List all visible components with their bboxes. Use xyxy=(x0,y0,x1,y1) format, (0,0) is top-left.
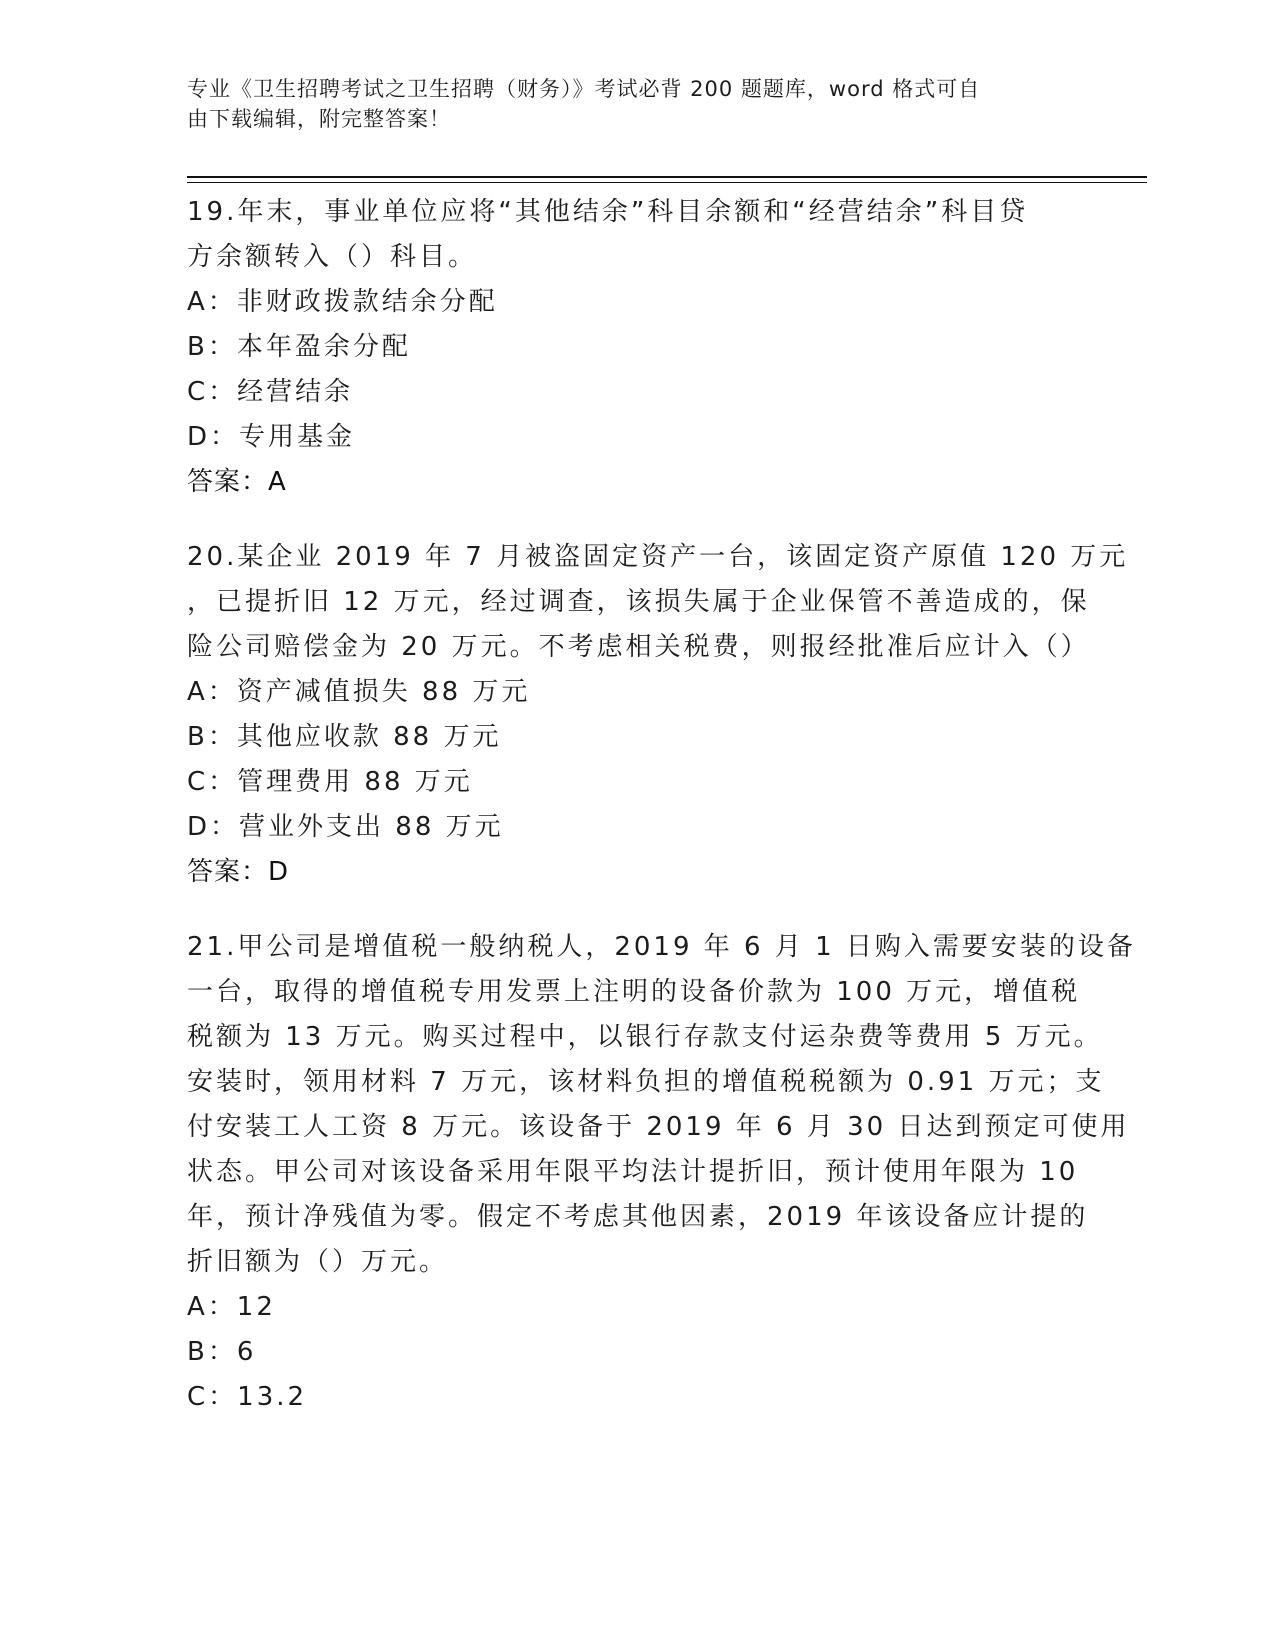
question-20 xyxy=(187,535,1129,895)
option-b: B：6 xyxy=(187,1337,257,1367)
question-stem-line: 安装时，领用材料 7 万元，该材料负担的增值税税额为 0.91 万元；支 xyxy=(187,1067,1105,1097)
option-a: A：资产减值损失 88 万元 xyxy=(187,677,531,707)
option-d: D：专用基金 xyxy=(187,422,356,452)
question-stem-line: 险公司赔偿金为 20 万元。不考虑相关税费，则报经批准后应计入（） xyxy=(187,632,1090,662)
option-c: C：13.2 xyxy=(187,1382,308,1412)
question-stem-line: 付安装工人工资 8 万元。该设备于 2019 年 6 月 30 日达到预定可使用 xyxy=(187,1112,1130,1142)
document-header xyxy=(187,74,1067,134)
answer-label: 答案：A xyxy=(187,467,287,497)
header-line: 专业《卫生招聘考试之卫生招聘（财务）》考试必背 200 题题库，word 格式可自 xyxy=(187,77,981,101)
question-stem-line: 方余额转入（）科目。 xyxy=(187,242,478,272)
question-stem-line: 20.某企业 2019 年 7 月被盗固定资产一台，该固定资产原值 120 万元 xyxy=(187,542,1129,572)
question-stem-line: 税额为 13 万元。购买过程中，以银行存款支付运杂费等费用 5 万元。 xyxy=(187,1022,1103,1052)
question-stem-line: 状态。甲公司对该设备采用年限平均法计提折旧，预计使用年限为 10 xyxy=(187,1157,1079,1187)
question-stem-line: 21.甲公司是增值税一般纳税人，2019 年 6 月 1 日购入需要安装的设备 xyxy=(187,932,1136,962)
question-21 xyxy=(187,925,1136,1420)
option-a: A：12 xyxy=(187,1292,276,1322)
question-stem-line: 折旧额为（）万元。 xyxy=(187,1247,449,1277)
option-b: B：本年盈余分配 xyxy=(187,332,411,362)
question-stem-line: 年，预计净残值为零。假定不考虑其他因素，2019 年该设备应计提的 xyxy=(187,1202,1089,1232)
question-stem-line: 一台，取得的增值税专用发票上注明的设备价款为 100 万元，增值税 xyxy=(187,977,1081,1007)
header-divider xyxy=(187,176,1147,178)
question-stem-line: 19.年末，事业单位应将“其他结余”科目余额和“经营结余”科目贷 xyxy=(187,197,1029,227)
option-d: D：营业外支出 88 万元 xyxy=(187,812,504,842)
option-b: B：其他应收款 88 万元 xyxy=(187,722,502,752)
option-c: C：管理费用 88 万元 xyxy=(187,767,473,797)
question-stem-line: ，已提折旧 12 万元，经过调查，该损失属于企业保管不善造成的，保 xyxy=(187,587,1090,617)
question-19 xyxy=(187,190,1087,505)
answer-label: 答案：D xyxy=(187,857,290,887)
header-line: 由下载编辑，附完整答案！ xyxy=(187,107,451,131)
header-divider-thin xyxy=(187,182,1147,183)
option-a: A：非财政拨款结余分配 xyxy=(187,287,498,317)
question-list xyxy=(187,190,1136,1450)
option-c: C：经营结余 xyxy=(187,377,354,407)
